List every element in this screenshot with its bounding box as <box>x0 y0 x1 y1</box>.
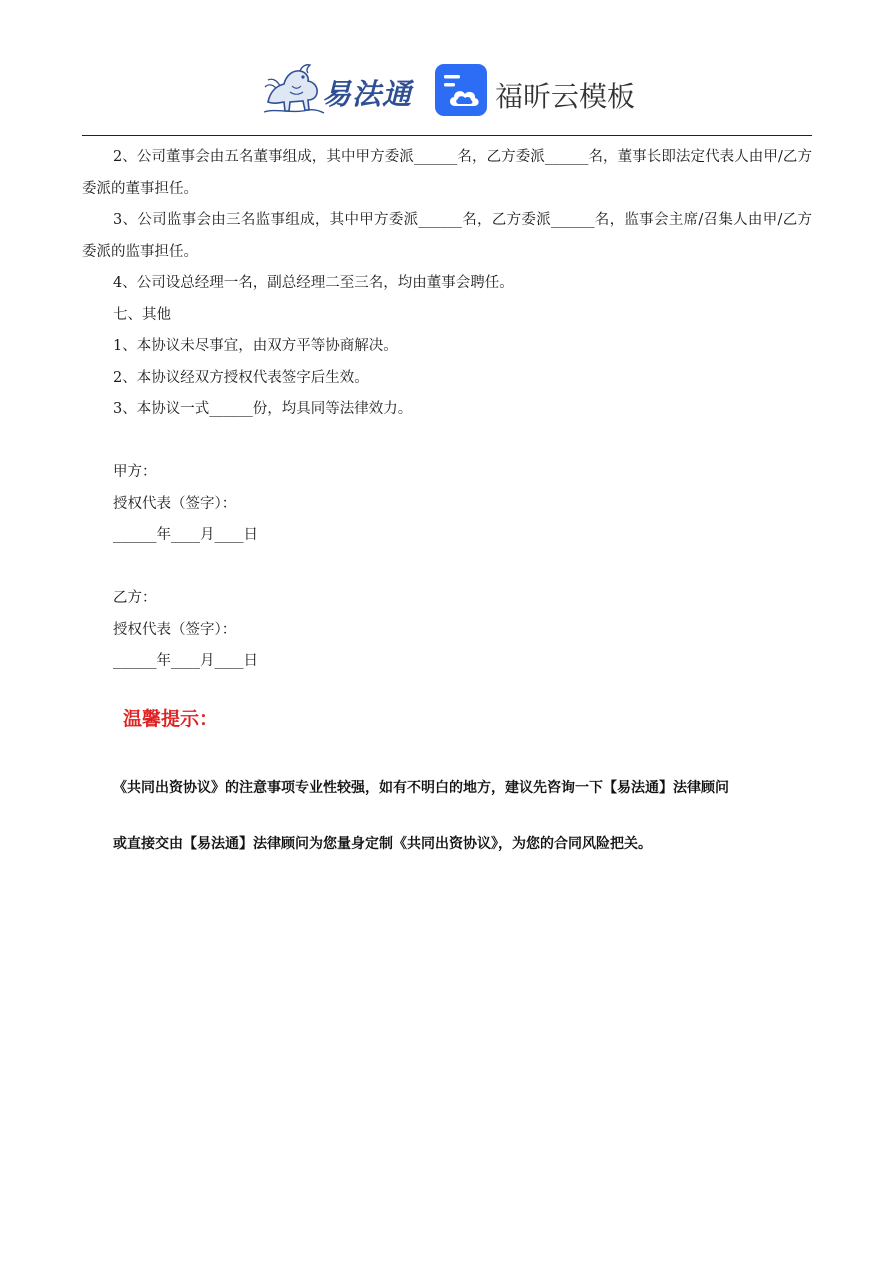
header-divider <box>82 135 812 136</box>
tip-line-1: 《共同出资协议》的注意事项专业性较强，如有不明白的地方，建议先咨询一下【易法通】法律顾问 <box>113 780 729 796</box>
page-header <box>0 58 893 124</box>
party-b-label: 乙方： <box>113 590 157 606</box>
cloud-template-icon <box>435 64 487 116</box>
party-b-signature: 授权代表（签字）： <box>113 621 237 638</box>
clause-supervisors: 3、公司监事会由三名监事组成，其中甲方委派______名，乙方委派______名，监事会主席/召集人由甲/乙方委派的监事担任。 <box>82 212 812 260</box>
tip-title: 温馨提示： <box>123 708 219 730</box>
party-a-date: ______年____月____日 <box>113 527 258 543</box>
blank-line <box>82 552 812 584</box>
section-heading-other: 七、其他 <box>113 306 171 323</box>
other-item-1: 1、本协议未尽事宜，由双方平等协商解决。 <box>113 338 398 354</box>
clause-managers: 4、公司设总经理一名，副总经理二至三名，均由董事会聘任。 <box>113 275 514 291</box>
kylin-icon <box>262 62 326 118</box>
agreement-body <box>82 142 812 678</box>
clause-board: 2、公司董事会由五名董事组成，其中甲方委派______名，乙方委派______名，董事长即法定代表人由甲/乙方委派的董事担任。 <box>82 149 812 197</box>
yifatong-logo <box>262 62 412 118</box>
other-item-2: 2、本协议经双方授权代表签字后生效。 <box>113 369 369 386</box>
tip-body <box>113 760 813 872</box>
party-b-date: ______年____月____日 <box>113 653 258 669</box>
yifatong-brand-text: 易法通 <box>322 77 413 111</box>
party-a-signature: 授权代表（签字）： <box>113 495 237 512</box>
party-a-label: 甲方： <box>113 464 157 480</box>
blank-line <box>82 426 812 458</box>
fuxin-brand-text: 福昕云模板 <box>495 80 636 113</box>
tip-line-2: 或直接交由【易法通】法律顾问为您量身定制《共同出资协议》，为您的合同风险把关。 <box>113 836 652 852</box>
other-item-3: 3、本协议一式______份，均具同等法律效力。 <box>113 401 413 417</box>
